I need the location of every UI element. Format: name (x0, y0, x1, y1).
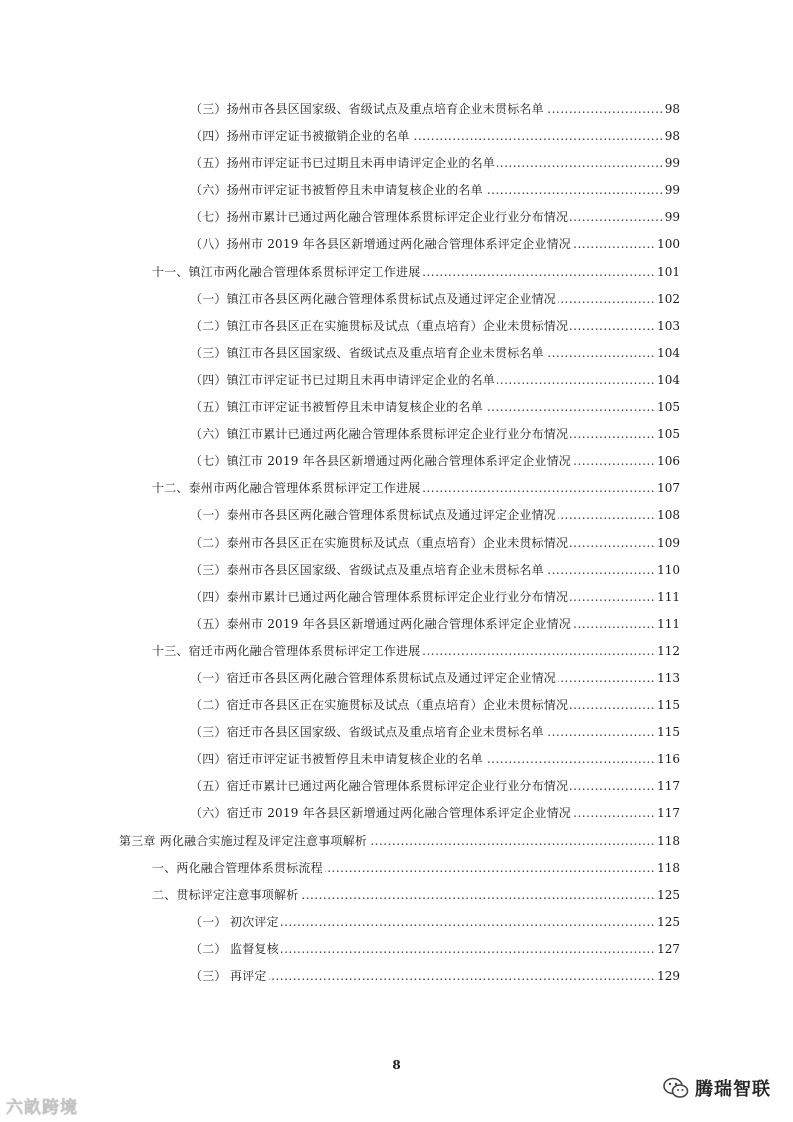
toc-entry-page: 99 (663, 177, 680, 204)
toc-entry[interactable] (0, 800, 793, 827)
toc-entry-title: （六）宿迁市 2019 年各县区新增通过两化融合管理体系评定企业情况 (190, 800, 573, 827)
toc-entry-page: 117 (655, 800, 680, 827)
toc-entry-page: 98 (663, 96, 680, 123)
toc-entry-title: （五）宿迁市累计已通过两化融合管理体系贯标评定企业行业分布情况 (190, 773, 570, 800)
toc-entry-page: 118 (655, 855, 680, 882)
toc-entry-page: 107 (655, 475, 680, 502)
toc-entry-page: 105 (655, 421, 680, 448)
toc-entry-number: （二） (190, 941, 227, 956)
toc-entry[interactable] (0, 340, 793, 367)
toc-entry-page: 106 (655, 448, 680, 475)
toc-entry-page: 109 (655, 530, 680, 557)
toc-entry-title: 一、两化融合管理体系贯标流程 (152, 855, 325, 882)
toc-entry-page: 112 (655, 638, 680, 665)
toc-entry-title: （四）宿迁市评定证书被暂停且未申请复核企业的名单 (190, 746, 485, 773)
toc-entry[interactable] (0, 394, 793, 421)
toc-entry[interactable] (0, 204, 793, 231)
toc-entry[interactable] (0, 557, 793, 584)
toc-entry-page: 111 (655, 611, 680, 638)
toc-entry[interactable] (0, 909, 793, 936)
toc-entry[interactable] (0, 936, 793, 963)
toc-entry-page: 129 (655, 963, 680, 990)
toc-entry-page: 111 (655, 584, 680, 611)
toc-entry-title: （四）泰州市累计已通过两化融合管理体系贯标评定企业行业分布情况 (190, 584, 570, 611)
watermark-right (663, 1076, 771, 1100)
toc-entry-page: 127 (655, 936, 680, 963)
toc-entry[interactable] (0, 259, 793, 286)
toc-entry-page: 104 (655, 367, 680, 394)
toc-entry-page: 113 (655, 665, 680, 692)
toc-entry[interactable] (0, 96, 793, 123)
toc-entry-title: （四）扬州市评定证书被撤销企业的名单 (190, 123, 412, 150)
toc-entry-page: 98 (663, 123, 680, 150)
toc-entry-page: 118 (655, 828, 680, 855)
toc-entry-title: （三）泰州市各县区国家级、省级试点及重点培育企业未贯标名单 (190, 557, 546, 584)
toc-entry-title: （三）镇江市各县区国家级、省级试点及重点培育企业未贯标名单 (190, 340, 546, 367)
toc-entry[interactable] (0, 123, 793, 150)
toc-entry[interactable] (0, 963, 793, 990)
toc-entry-title: （五）扬州市评定证书已过期且未再申请评定企业的名单 (190, 150, 497, 177)
toc-entry[interactable] (0, 719, 793, 746)
toc-entry[interactable] (0, 367, 793, 394)
toc-entry-page: 100 (655, 231, 680, 258)
toc-entry-title: （二）镇江市各县区正在实施贯标及试点（重点培育）企业未贯标情况 (190, 313, 570, 340)
toc-entry-page: 102 (655, 286, 680, 313)
toc-entry-title: （三）扬州市各县区国家级、省级试点及重点培育企业未贯标名单 (190, 96, 546, 123)
toc-entry-page: 108 (655, 502, 680, 529)
toc-entry[interactable] (0, 692, 793, 719)
toc-entry-title: 第三章 两化融合实施过程及评定注意事项解析 (119, 828, 369, 855)
toc-entry[interactable] (0, 855, 793, 882)
toc-entry-page: 110 (655, 557, 680, 584)
toc-entry[interactable] (0, 882, 793, 909)
toc-entry-text: 初次评定 (230, 914, 279, 929)
toc-entry-text: 监督复核 (230, 941, 279, 956)
toc-entry-title: （一）宿迁市各县区两化融合管理体系贯标试点及通过评定企业情况 (190, 665, 558, 692)
toc-entry[interactable] (0, 665, 793, 692)
toc-entry-title: 二、贯标评定注意事项解析 (152, 882, 300, 909)
toc-entry-title: （一）镇江市各县区两化融合管理体系贯标试点及通过评定企业情况 (190, 286, 558, 313)
toc-entry-title: （五）泰州市 2019 年各县区新增通过两化融合管理体系评定企业情况 (190, 611, 573, 638)
toc-entry[interactable] (0, 828, 793, 855)
toc-entry-title: （七）扬州市累计已通过两化融合管理体系贯标评定企业行业分布情况 (190, 204, 570, 231)
toc-entry[interactable] (0, 313, 793, 340)
toc-entry[interactable] (0, 611, 793, 638)
toc-entry-page: 101 (655, 259, 680, 286)
toc-entry[interactable] (0, 530, 793, 557)
toc-entry-title: （六）镇江市累计已通过两化融合管理体系贯标评定企业行业分布情况 (190, 421, 570, 448)
toc-entry-title: （八）扬州市 2019 年各县区新增通过两化融合管理体系评定企业情况 (190, 231, 573, 258)
toc-entry-title: （二）宿迁市各县区正在实施贯标及试点（重点培育）企业未贯标情况 (190, 692, 570, 719)
toc-entry-title: 十三、宿迁市两化融合管理体系贯标评定工作进展 (152, 638, 422, 665)
toc-entry-page: 99 (663, 204, 680, 231)
toc-entry[interactable] (0, 448, 793, 475)
table-of-contents (0, 96, 793, 990)
toc-entry[interactable] (0, 475, 793, 502)
toc-entry-title: （六）扬州市评定证书被暂停且未申请复核企业的名单 (190, 177, 485, 204)
toc-entry[interactable] (0, 231, 793, 258)
wechat-icon (663, 1077, 689, 1099)
brand-name: 腾瑞智联 (695, 1079, 771, 1100)
toc-entry[interactable] (0, 177, 793, 204)
toc-entry-page: 103 (655, 313, 680, 340)
toc-entry-title (190, 909, 281, 936)
toc-entry-page: 125 (655, 882, 680, 909)
toc-entry[interactable] (0, 150, 793, 177)
toc-entry-title: （五）镇江市评定证书被暂停且未申请复核企业的名单 (190, 394, 485, 421)
toc-entry-title: （三）宿迁市各县区国家级、省级试点及重点培育企业未贯标名单 (190, 719, 546, 746)
toc-entry-page: 104 (655, 340, 680, 367)
toc-entry-title (190, 936, 281, 963)
toc-entry-page: 105 (655, 394, 680, 421)
toc-entry-title: 十二、泰州市两化融合管理体系贯标评定工作进展 (152, 475, 422, 502)
toc-entry[interactable] (0, 421, 793, 448)
toc-entry-page: 116 (655, 746, 680, 773)
toc-entry[interactable] (0, 286, 793, 313)
toc-entry-number: （一） (190, 914, 227, 929)
toc-entry-page: 115 (655, 692, 680, 719)
toc-entry-title: （四）镇江市评定证书已过期且未再申请评定企业的名单 (190, 367, 497, 394)
toc-entry-page: 99 (663, 150, 680, 177)
toc-entry-page: 125 (655, 909, 680, 936)
toc-entry-title: （一）泰州市各县区两化融合管理体系贯标试点及通过评定企业情况 (190, 502, 558, 529)
toc-entry-title: （二）泰州市各县区正在实施贯标及试点（重点培育）企业未贯标情况 (190, 530, 570, 557)
toc-entry[interactable] (0, 584, 793, 611)
toc-entry[interactable] (0, 746, 793, 773)
toc-entry-title (190, 963, 269, 990)
toc-entry-title: （七）镇江市 2019 年各县区新增通过两化融合管理体系评定企业情况 (190, 448, 573, 475)
watermark-left: 六畝跨境 (6, 1098, 78, 1118)
page-number: 8 (392, 1058, 401, 1072)
toc-entry-number: （三） (190, 969, 227, 983)
toc-entry-title: 十一、镇江市两化融合管理体系贯标评定工作进展 (152, 259, 422, 286)
toc-entry[interactable] (0, 638, 793, 665)
toc-entry[interactable] (0, 773, 793, 800)
toc-entry-page: 115 (655, 719, 680, 746)
toc-entry[interactable] (0, 502, 793, 529)
toc-entry-text: 再评定 (230, 969, 267, 983)
toc-entry-page: 117 (655, 773, 680, 800)
